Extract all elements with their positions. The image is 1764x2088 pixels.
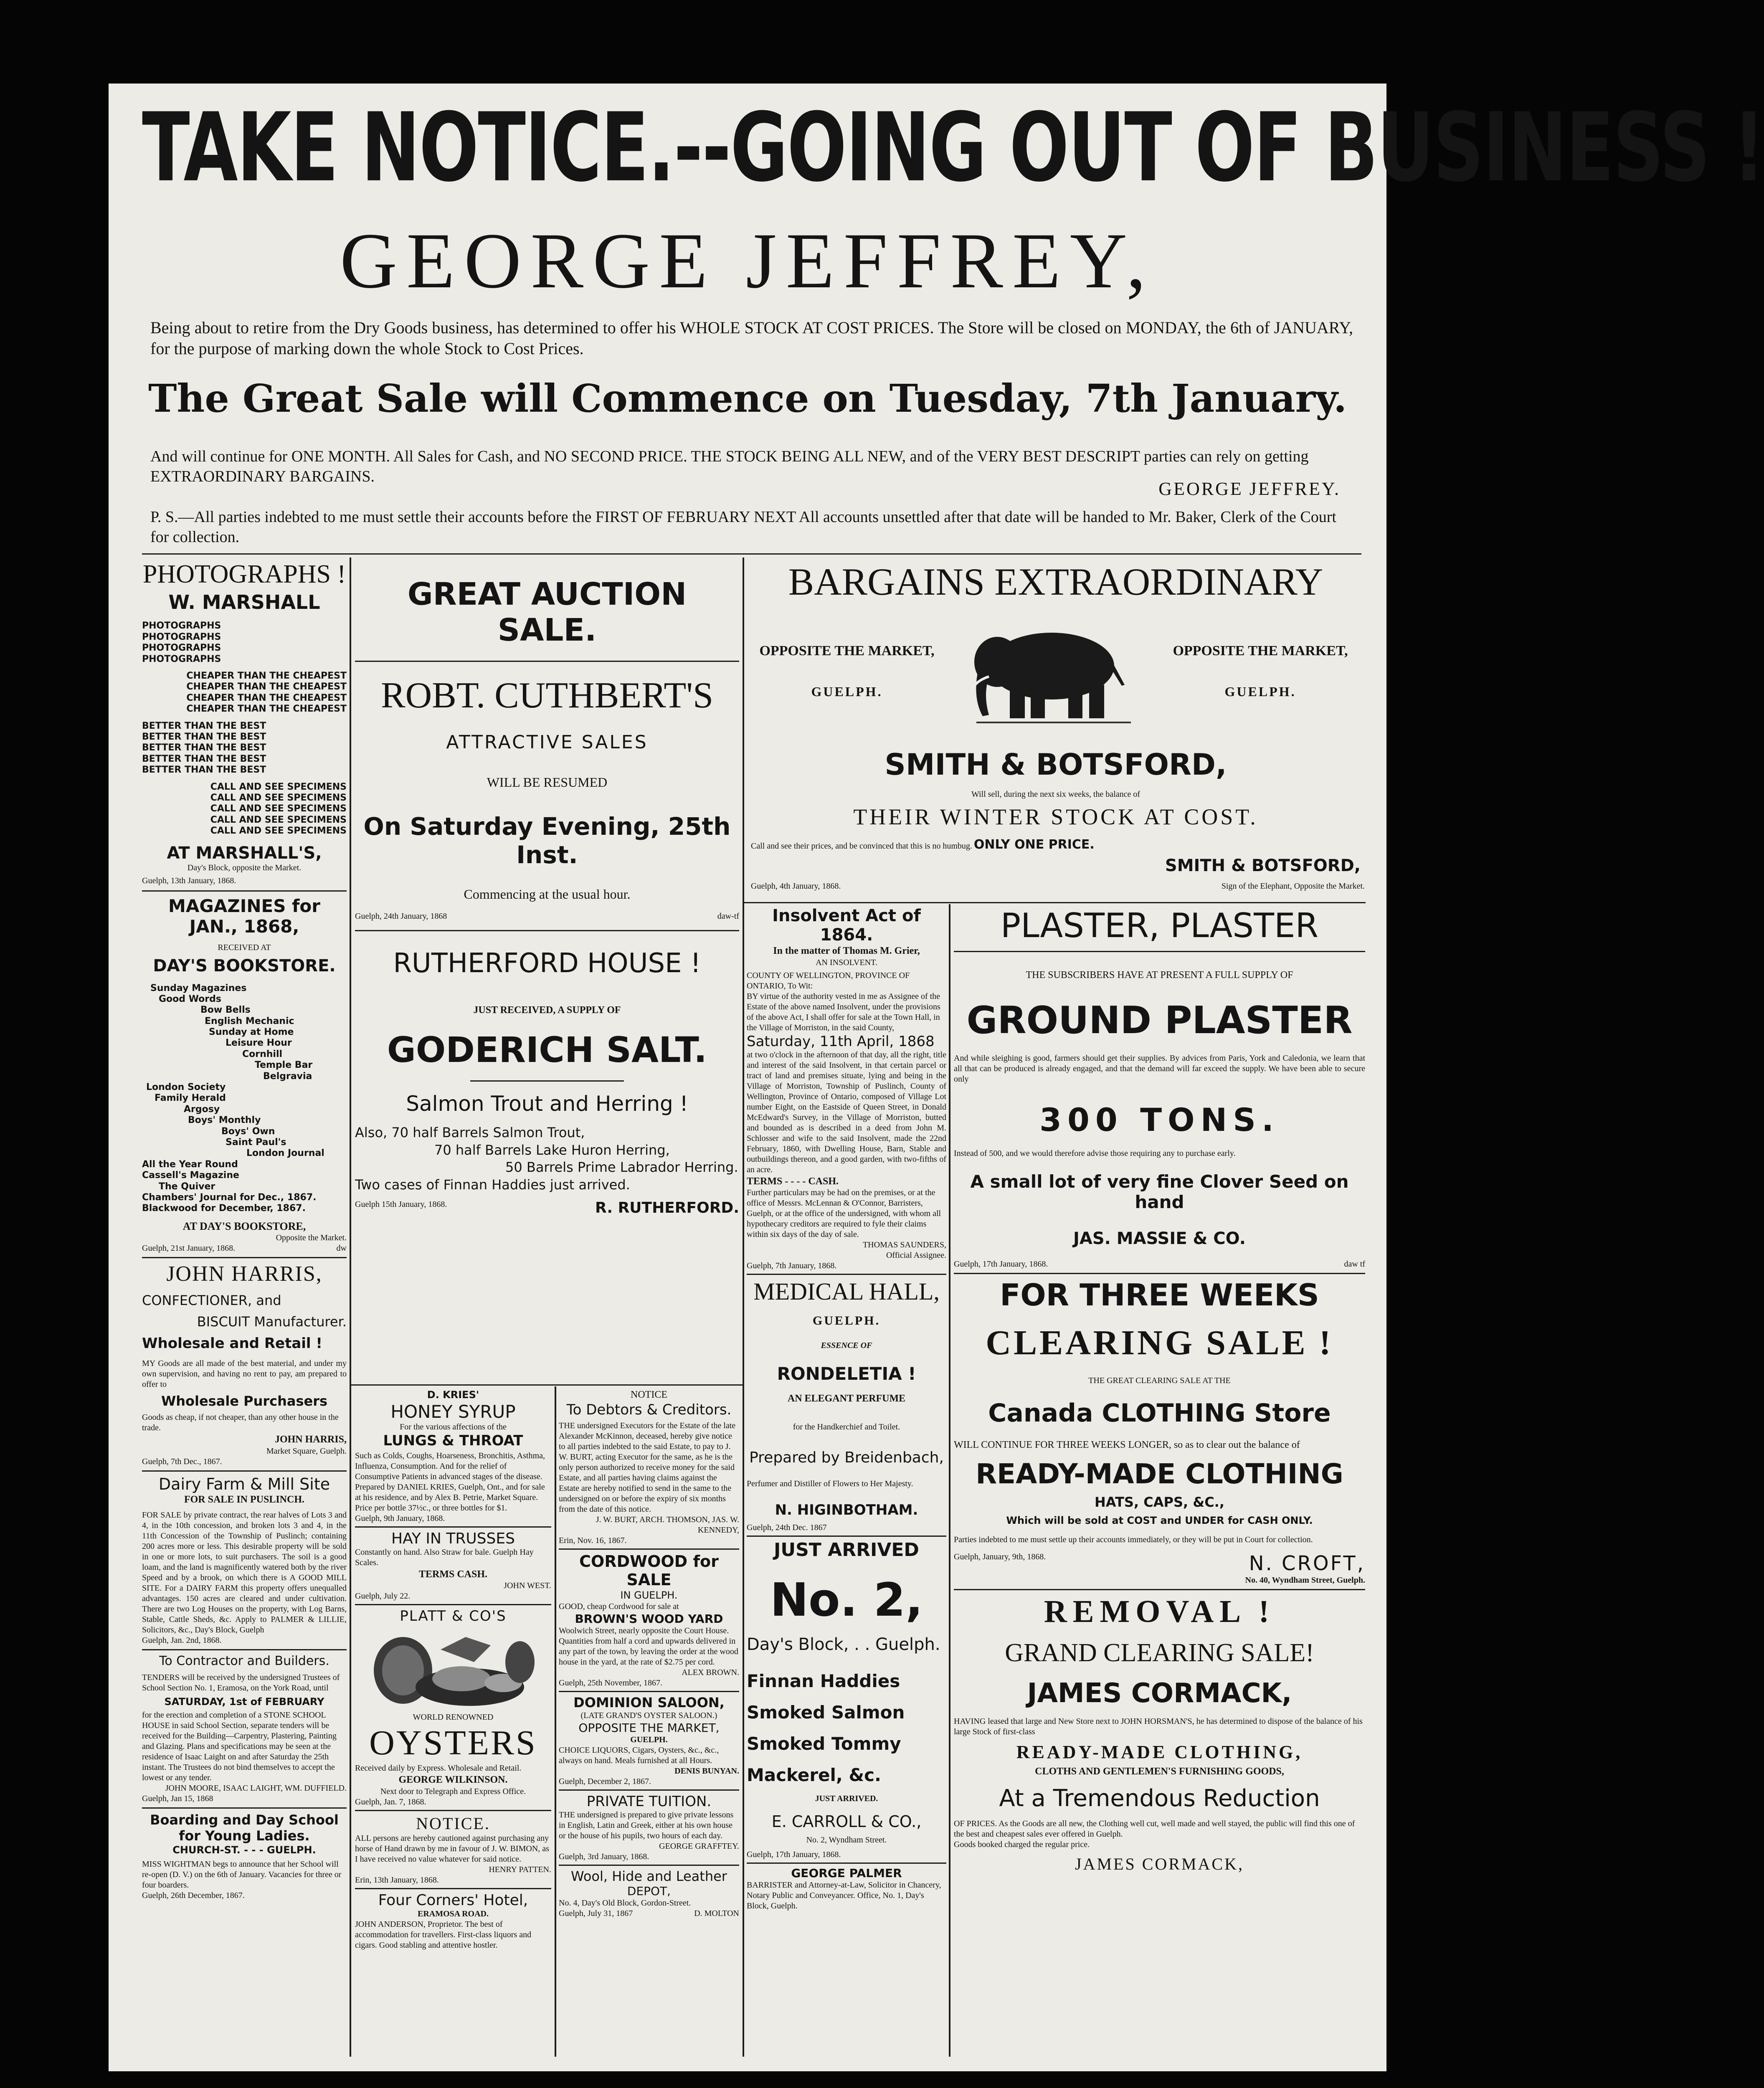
medical-date: Guelph, 24th Dec. 1867 <box>747 1523 827 1533</box>
continue-text: WILL CONTINUE FOR THREE WEEKS LONGER, so as to clear out the balance of <box>954 1439 1300 1450</box>
list-item: London Society <box>146 1082 226 1093</box>
hay-body: Constantly on hand. Also Straw for bale. Guelph Hay Scales. <box>355 1547 534 1567</box>
divider <box>954 1273 1365 1274</box>
three-weeks-title: FOR THREE WEEKS <box>1000 1277 1319 1313</box>
carroll-date: Guelph, 17th January, 1868. <box>747 1850 841 1860</box>
newspaper-page <box>109 84 1764 2071</box>
list-item: English Mechanic <box>205 1016 294 1026</box>
grand-clearing: GRAND CLEARING SALE! <box>1005 1639 1314 1667</box>
list-item: Smoked Tommy <box>747 1733 901 1754</box>
signature: R. RUTHERFORD. <box>595 1199 739 1217</box>
list-item: Chambers' Journal for Dec., 1867. <box>142 1192 317 1203</box>
header-signature: GEORGE JEFFREY. <box>1158 479 1341 499</box>
private-body: THE undersigned is prepared to give private lessons in English, Latin and Greek, either at his own house or the house of his pupils, two hours of each day. <box>559 1810 734 1841</box>
dominion-guelph: GUELPH. <box>630 1735 668 1745</box>
cordwood-body: GOOD, cheap Cordwood for sale at <box>559 1602 679 1612</box>
insolvent-role: Official Assignee. <box>886 1251 946 1260</box>
debtors-names: J. W. BURT, ARCH. THOMSON, JAS. W. KENNEDY, <box>596 1515 739 1535</box>
just-received: JUST RECEIVED, A SUPPLY OF <box>473 1005 621 1016</box>
contractor-names: JOHN MOORE, ISAAC LAIGHT, WM. DUFFIELD. <box>165 1784 347 1793</box>
continue-paragraph: And will continue for ONE MONTH. All Sales for Cash, and NO SECOND PRICE. THE STOCK BEING ALL NEW, and of the VERY BEST DESCRIPT parties can rely on getting EXTRAORDINARY BARGAINS. <box>150 448 1309 485</box>
rm-clothing: READY-MADE CLOTHING, <box>1016 1742 1303 1763</box>
salmon-footer <box>355 1199 739 1217</box>
notice-body: ALL persons are hereby cautioned against purchasing any horse of Hand drawn by me in favour of J. W. BIMON, as I have received no value whatever for said notice. <box>355 1834 549 1864</box>
massie-footer <box>954 1259 1365 1270</box>
notice-date: Erin, 13th January, 1868. <box>355 1875 439 1885</box>
dominion-date: Guelph, December 2, 1867. <box>559 1777 651 1786</box>
banner-headline: TAKE NOTICE.--GOING OUT OF BUSINESS ! <box>142 92 1764 203</box>
date-text: Guelph 15th January, 1868. <box>355 1200 447 1209</box>
browns-wood-yard: BROWN'S WOOD YARD <box>575 1612 723 1626</box>
will-be-resumed: WILL BE RESUMED <box>487 775 608 790</box>
contractor-saturday: SATURDAY, 1st of FEBRUARY <box>164 1696 324 1708</box>
divider <box>355 930 739 931</box>
code-text: daw-tf <box>717 912 739 921</box>
contractor-title: To Contractor and Builders. <box>159 1654 329 1669</box>
list-item: Temple Bar <box>255 1060 313 1071</box>
hay-title: HAY IN TRUSSES <box>391 1530 515 1547</box>
palmer-body: BARRISTER and Attorney-at-Law, Solicitor in Chancery, Notary Public and Conveyancer. Office, No. 1, Day's Block, Guelph. <box>747 1880 941 1911</box>
wool-depot: DEPOT, <box>627 1884 671 1898</box>
clover-seed: A small lot of very fine Clover Seed on hand <box>970 1171 1349 1212</box>
booked-note: Goods booked charged the regular price. <box>954 1840 1090 1849</box>
divider <box>747 1274 946 1275</box>
of-prices: OF PRICES. As the Goods are all new, the Clothing well cut, well made and well stayed, the public will find this one of the best and cheapest sales ever offered in Guelph. <box>954 1819 1355 1839</box>
insolvent-signature: THOMAS SAUNDERS, <box>862 1240 946 1250</box>
opposite-market: Opposite the Market. <box>276 1233 347 1242</box>
wool-address: No. 4, Day's Old Block, Gordon-Street. <box>559 1898 691 1908</box>
carroll-name: E. CARROLL & CO., <box>771 1812 922 1831</box>
column-2a <box>355 1389 551 2065</box>
perfume: AN ELEGANT PERFUME <box>787 1393 906 1404</box>
dominion-late: (LATE GRAND'S OYSTER SALOON.) <box>580 1711 717 1721</box>
insolvent-body-3: Further particulars may be had on the premises, or at the office of Messrs. McLennan & O'Connor, Barristers, Guelph, or at the office of the undersigned, with whom all hypothecary creditors are required to fyle their claims within six days of the day of sale. <box>747 1188 941 1239</box>
list-item: BETTER THAN THE BEST <box>142 753 266 764</box>
great-sale-headline: The Great Sale will Commence on Tuesday, 7th January. <box>148 376 1347 421</box>
list-item: Leisure Hour <box>226 1038 292 1049</box>
platt-title: PLATT & CO'S <box>400 1608 507 1625</box>
list-item: PHOTOGRAPHS <box>142 631 221 642</box>
call-line <box>751 837 1365 852</box>
smith-signature: SMITH & BOTSFORD, <box>1165 856 1361 875</box>
debtors-notice: NOTICE <box>631 1389 667 1400</box>
insolvent-date: Guelph, 7th January, 1868. <box>747 1261 837 1271</box>
list-item: Cassell's Magazine <box>142 1170 239 1181</box>
divider <box>954 1589 1365 1590</box>
date-text: Guelph, 17th January, 1868. <box>954 1259 1048 1269</box>
divider <box>559 1789 739 1791</box>
advertiser-name: GEORGE JEFFREY, <box>340 217 1156 305</box>
auction-title: GREAT AUCTION SALE. <box>407 576 687 648</box>
list-item: Belgravia <box>263 1071 312 1082</box>
column-rule-1 <box>350 557 351 2057</box>
four-corners-title: Four Corners' Hotel, <box>378 1892 528 1909</box>
perfumer: Perfumer and Distiller of Flowers to Her Majesty. <box>747 1479 913 1489</box>
bargains-divider <box>743 902 1366 903</box>
robt-cuthbert: ROBT. CUTHBERT'S <box>380 675 714 716</box>
column-rule-2b <box>555 1386 556 2057</box>
medical-hall-title: MEDICAL HALL, <box>753 1278 940 1305</box>
private-date: Guelph, 3rd January, 1868. <box>559 1852 649 1862</box>
list-item: CALL AND SEE SPECIMENS <box>210 781 347 792</box>
dairy-title: Dairy Farm & Mill Site <box>158 1475 330 1493</box>
call-text: Call and see their prices, and be convinced that this is no humbug. <box>751 841 972 851</box>
opposite-market-right: OPPOSITE THE MARKET, <box>1173 643 1348 659</box>
oysters-address: Next door to Telegraph and Express Office. <box>380 1787 526 1797</box>
smith-footer <box>751 881 1365 892</box>
code-text: dw <box>336 1243 347 1253</box>
column-1 <box>142 560 347 2063</box>
bargains-title: BARGAINS EXTRAORDINARY <box>788 560 1323 603</box>
oysters-signature: GEORGE WILKINSON. <box>398 1774 508 1786</box>
list-item: CALL AND SEE SPECIMENS <box>210 814 347 825</box>
divider <box>355 1526 551 1528</box>
cormack-name: JAMES CORMACK, <box>1027 1678 1292 1709</box>
fish-list <box>747 1671 946 1785</box>
list-item: PHOTOGRAPHS <box>142 654 221 664</box>
list-item: The Quiver <box>159 1181 215 1192</box>
croft-note: Parties indebted to me must settle up their accounts immediately, or they will be put in Court for collection. <box>954 1535 1313 1545</box>
days-block: Day's Block, opposite the Market. <box>187 863 302 872</box>
elephant-illustration <box>964 618 1139 731</box>
cheaper-list <box>142 671 347 715</box>
dairy-date: Guelph, Jan. 2nd, 1868. <box>142 1636 222 1645</box>
hay-signature: JOHN WEST. <box>504 1581 551 1591</box>
palmer-title: GEORGE PALMER <box>791 1866 902 1880</box>
world-renowned: WORLD RENOWNED <box>413 1713 494 1722</box>
insolvent-title: Insolvent Act of 1864. <box>772 906 921 945</box>
dairy-subtitle: FOR SALE IN PUSLINCH. <box>184 1494 305 1505</box>
divider <box>747 1536 946 1537</box>
harris-line-1: CONFECTIONER, and <box>142 1292 281 1308</box>
harris-line-3: Wholesale and Retail ! <box>142 1335 322 1352</box>
canada-clothing: Canada CLOTHING Store <box>988 1398 1331 1428</box>
received-at: RECEIVED AT <box>218 943 271 952</box>
honey-for: For the various affections of the <box>400 1422 507 1432</box>
insolvent-saturday: Saturday, 11th April, 1868 <box>747 1033 935 1050</box>
dominion-title: DOMINION SALOON, <box>573 1695 725 1711</box>
oysters-date: Guelph, Jan. 7, 1868. <box>355 1797 426 1807</box>
ground-plaster: GROUND PLASTER <box>966 998 1353 1042</box>
auction-date-line <box>355 911 739 922</box>
days-block: Day's Block, . . Guelph. <box>747 1635 940 1655</box>
header-divider <box>142 553 1361 555</box>
guelph-right: GUELPH. <box>1224 684 1296 699</box>
furnishing-goods: CLOTHS AND GENTLEMEN'S FURNISHING GOODS, <box>1035 1766 1284 1777</box>
harris-title: JOHN HARRIS, <box>166 1262 322 1286</box>
list-item: CHEAPER THAN THE CHEAPEST <box>186 671 347 682</box>
divider <box>355 1604 551 1605</box>
bargains-advertisement <box>747 560 1365 902</box>
terms-cash: TERMS CASH. <box>418 1569 488 1580</box>
list-item: CALL AND SEE SPECIMENS <box>210 826 347 836</box>
just-arrived-2: JUST ARRIVED. <box>815 1794 878 1804</box>
list-item: Family Herald <box>155 1093 226 1104</box>
list-item: Good Words <box>159 993 221 1004</box>
wool-title: Wool, Hide and Leather <box>571 1868 727 1885</box>
insolvent-county: COUNTY OF WELLINGTON, PROVINCE OF ONTARIO, To Wit: <box>747 971 910 991</box>
date-text: Guelph, January, 9th, 1868. <box>954 1552 1046 1562</box>
column-rule-2 <box>743 557 744 2057</box>
date-text: Guelph, July 31, 1867 <box>559 1909 633 1918</box>
rondeletia: RONDELETIA ! <box>777 1363 916 1384</box>
list-item: Blackwood for December, 1867. <box>142 1203 306 1214</box>
column-2b <box>559 1389 739 2065</box>
sold-at-cost: Which will be sold at COST and UNDER for CASH ONLY. <box>1006 1515 1313 1527</box>
honey-syrup: HONEY SYRUP <box>390 1401 516 1422</box>
clearing-sale-title: CLEARING SALE ! <box>986 1323 1333 1362</box>
photographs-title: PHOTOGRAPHS ! <box>142 560 346 588</box>
croft-name: N. CROFT, <box>1249 1552 1365 1576</box>
photographs-list <box>142 621 347 665</box>
just-arrived-title: JUST ARRIVED <box>774 1539 919 1561</box>
only-one-price: ONLY ONE PRICE. <box>973 837 1095 852</box>
left-location <box>747 643 947 699</box>
signature: D. MOLTON <box>694 1909 739 1918</box>
croft-address: No. 40, Wyndham Street, Guelph. <box>1245 1576 1365 1585</box>
list-item: CHEAPER THAN THE CHEAPEST <box>186 692 347 703</box>
salmon-line-4: Two cases of Finnan Haddies just arrived. <box>355 1176 630 1193</box>
divider <box>355 661 739 662</box>
honey-body: Such as Colds, Coughs, Hoarseness, Bronchitis, Asthma, Influenza, Consumption. And for the relief of Consumptive Patients in advanced stages of the disease. Prepared by DANIEL KRIES, Guelph, Ont., and for sale at his residence, and by Alex B. Petrie, Market Square. Price per bottle 37½c., or three bottles for $1. <box>355 1451 545 1513</box>
notice-title: NOTICE. <box>416 1814 490 1833</box>
divider <box>559 1548 739 1550</box>
boarding-body: MISS WIGHTMAN begs to announce that her School will re-open (D. V.) on the 6th of January. Vacancies for three or four boarders. <box>142 1860 342 1890</box>
removal-title: REMOVAL ! <box>1044 1594 1275 1629</box>
intro-paragraph: Being about to retire from the Dry Goods business, has determined to offer his WHOLE STOCK AT COST PRICES. The Store will be closed on MONDAY, the 6th of JANUARY, for the purpose of marking down the whole Stock to Cost Prices. <box>150 318 1353 358</box>
divider <box>142 1807 347 1809</box>
harris-body: MY Goods are all made of the best material, and under my own supervision, and having no rent to pay, am prepared to offer to <box>142 1358 347 1389</box>
list-item: Argosy <box>184 1104 220 1115</box>
sign-text: Sign of the Elephant, Opposite the Market. <box>1221 882 1365 891</box>
list-item: Sunday at Home <box>209 1027 294 1038</box>
salmon-line-1: Also, 70 half Barrels Salmon Trout, <box>355 1124 585 1140</box>
days-bookstore: DAY'S BOOKSTORE. <box>153 956 336 976</box>
divider <box>355 1888 551 1889</box>
cordwood-subtitle: IN GUELPH. <box>620 1589 678 1601</box>
list-item: CALL AND SEE SPECIMENS <box>210 792 347 803</box>
harris-date: Guelph, 7th Dec., 1867. <box>142 1457 222 1466</box>
will-sell: Will sell, during the next six weeks, the balance of <box>971 790 1141 799</box>
cormack-body: HAVING leased that large and New Store next to JOHN HORSMAN'S, he has determined to dispose of the balance of his large Stock of first-class <box>954 1717 1363 1737</box>
salmon-line-2: 70 half Barrels Lake Huron Herring, <box>434 1142 670 1158</box>
subscribers: THE SUBSCRIBERS HAVE AT PRESENT A FULL SUPPLY OF <box>1026 970 1293 981</box>
hay-date: Guelph, July 22. <box>355 1591 411 1601</box>
harris-line-2: BISCUIT Manufacturer. <box>197 1314 347 1330</box>
list-item: Mackerel, &c. <box>747 1765 881 1786</box>
contractor-body-2: for the erection and completion of a STONE SCHOOL HOUSE in said School Section, separate tenders will be received for the Building—Carpentry, Plastering, Painting and Glazing. Plans and specifications may be seen at the residence of Isaac Laight on and after Saturday the 25th instant. The Trustees do not bind themselves to accept the lowest or any tender. <box>142 1710 337 1783</box>
essence-of: ESSENCE OF <box>821 1341 872 1351</box>
divider <box>355 1810 551 1811</box>
divider <box>142 1649 347 1650</box>
cordwood-body-2: Woolwich Street, nearly opposite the Court House. Quantities from half a cord and upwards delivered in any part of the town, by leaving the order at the wood house in the yard, at the rate of $2.75 per cord. <box>559 1626 738 1667</box>
insolvent-body-2: at two o'clock in the afternoon of that day, all the right, title and interest of the said Insolvent, in that certain parcel or tract of land and premises situate, lying and being in the Village of Morriston, Township of Puslinch, County of Wellington, Province of Ontario, composed of Village Lot number Eight, on the Eastside of Queen Street, in Donald McEdward's Survey, in the Village of Morriston, butted and bounded as is described in a deed from John M. Schlosser and wife to the said Insolvent, made the 22nd February, 1860, with Dwelling House, Barn, Stable and outbuildings thereon, and a good garden, with two-fifths of an acre. <box>747 1050 946 1174</box>
instead-of: Instead of 500, and we would therefore advise those requiring any to purchase early. <box>954 1148 1236 1158</box>
harris-body-2: Goods as cheap, if not cheaper, than any other house in the trade. <box>142 1412 339 1432</box>
honey-date: Guelph, 9th January, 1868. <box>355 1513 445 1523</box>
boarding-date: Guelph, 26th December, 1867. <box>142 1891 245 1900</box>
list-item: Finnan Haddies <box>747 1671 900 1692</box>
list-item: PHOTOGRAPHS <box>142 621 221 631</box>
list-item: Saint Paul's <box>226 1137 286 1148</box>
private-title: PRIVATE TUITION. <box>586 1793 712 1810</box>
divider <box>747 1862 946 1864</box>
cordwood-date: Guelph, 25th November, 1867. <box>559 1678 663 1688</box>
wyndham-street: No. 2, Wyndham Street. <box>806 1835 887 1845</box>
divider <box>954 951 1365 952</box>
oysters-title: OYSTERS <box>369 1723 537 1763</box>
number-two: No. 2, <box>770 1573 923 1627</box>
insolvent-matter: In the matter of Thomas M. Grier, <box>773 945 920 956</box>
list-item: Boys' Own <box>221 1126 275 1137</box>
column-2-divider <box>351 1384 743 1386</box>
magazines-title: MAGAZINES for JAN., 1868, <box>168 895 320 937</box>
dominion-body: CHOICE LIQUORS, Cigars, Oysters, &c., &c., always on hand. Meals furnished at all Hours. <box>559 1746 719 1766</box>
divider <box>142 1470 347 1472</box>
date-text: Guelph, 4th January, 1868. <box>751 882 841 891</box>
handkerchief: for the Handkerchief and Toilet. <box>793 1422 900 1432</box>
postscript-paragraph: P. S.—All parties indebted to me must settle their accounts before the FIRST OF FEBRUARY NEXT All accounts unsettled after that date will be handed to Mr. Baker, Clerk of the Court for collection. <box>150 508 1336 546</box>
george-jeffrey-advertisement <box>109 84 1764 551</box>
boarding-subtitle: CHURCH-ST. - - - GUELPH. <box>172 1844 316 1856</box>
dominion-signature: DENIS BUNYAN. <box>674 1766 739 1776</box>
attractive-sales: ATTRACTIVE SALES <box>446 732 648 753</box>
higinbotham: N. HIGINBOTHAM. <box>775 1502 918 1519</box>
winter-stock: THEIR WINTER STOCK AT COST. <box>853 804 1258 829</box>
divider <box>142 1257 347 1258</box>
dominion-opposite: OPPOSITE THE MARKET, <box>578 1721 720 1735</box>
list-item: Cornhill <box>242 1049 283 1059</box>
at-marshalls: AT MARSHALL'S, <box>167 843 322 863</box>
column-2-upper <box>355 560 739 1378</box>
plaster-body: And while sleighing is good, farmers should get their supplies. By advices from Paris, York and Caledonia, we learn that all that can be produced is already engaged, and that the demand will far exceed the supply. We have been able to secure only <box>954 1053 1365 1084</box>
debtors-body: THE undersigned Executors for the Estate of the late Alexander McKinnon, deceased, hereby give notice to all parties indebted to the said Estate, to pay to J. W. BURT, acting Executor for the same, as he is the only person authorized to receive money for the said Estate, and all parties having claims against the Estate are hereby notified to send in the same to the undersigned on or before the expiry of six months from the date of this notice. <box>559 1421 736 1514</box>
list-item: Sunday Magazines <box>150 983 247 993</box>
oysters-body: Received daily by Express. Wholesale and Retail. <box>355 1764 522 1773</box>
goderich-salt: GODERICH SALT. <box>387 1029 707 1070</box>
harris-signature: JOHN HARRIS, <box>274 1434 347 1445</box>
saturday-evening: On Saturday Evening, 25th Inst. <box>363 812 731 869</box>
cordwood-signature: ALEX BROWN. <box>682 1668 739 1677</box>
list-item: Boys' Monthly <box>188 1115 261 1126</box>
list-item: CHEAPER THAN THE CHEAPEST <box>186 704 347 715</box>
list-item: PHOTOGRAPHS <box>142 643 221 654</box>
insolvent-an: AN INSOLVENT. <box>816 958 877 967</box>
divider <box>559 1865 739 1866</box>
list-item: Bow Bells <box>200 1005 251 1016</box>
column-rule-3 <box>949 904 950 2057</box>
dairy-body: FOR SALE by private contract, the rear halves of Lots 3 and 4, in the 10th concession, and broken lots 3 and 4, in the 11th Concession of the Township of Puslinch; containing 200 acres more or less. This desirable property will be sold in one or more lots, to suit purchasers. The soil is a good loam, and the land is magnificently watered both by the river Speed and by a brook, on which there is A GOOD MILL SITE. For a DAIRY FARM this property offers unequalled advantages. 150 acres are cleared and under cultivation. There are two Log Houses on the property, with Log Barns, Stable, Cattle Sheds, &c. Apply to PALMER & LILLIE, Solicitors, &c., Day's Block, Guelph <box>142 1510 347 1635</box>
massie-name: JAS. MASSIE & CO. <box>1073 1229 1246 1248</box>
wool-footer <box>559 1908 739 1919</box>
salmon-line-3: 50 Barrels Prime Labrador Herring. <box>505 1159 738 1176</box>
column-3 <box>747 906 946 2063</box>
croft-footer <box>954 1552 1365 1576</box>
hats-caps: HATS, CAPS, &C., <box>1095 1494 1224 1510</box>
list-item: BETTER THAN THE BEST <box>142 720 266 731</box>
list-item: BETTER THAN THE BEST <box>142 732 266 742</box>
magazine-date <box>142 1243 347 1254</box>
list-item: BETTER THAN THE BEST <box>142 765 266 775</box>
harris-address: Market Square, Guelph. <box>266 1446 347 1456</box>
divider <box>559 1691 739 1692</box>
contractor-date: Guelph, Jan 15, 1868 <box>142 1794 213 1804</box>
list-item: CALL AND SEE SPECIMENS <box>210 803 347 814</box>
debtors-date: Erin, Nov. 16, 1867. <box>559 1536 627 1545</box>
great-clearing: THE GREAT CLEARING SALE AT THE <box>1088 1376 1231 1385</box>
four-corners-body: JOHN ANDERSON, Proprietor. The best of accommodation for travellers. First-class liquors and cigars. Good stabling and attentive hostler. <box>355 1920 532 1950</box>
divider <box>142 890 347 892</box>
lungs-throat: LUNGS & THROAT <box>383 1432 523 1449</box>
prepared-by: Prepared by Breidenbach, <box>749 1449 944 1467</box>
cordwood-title: CORDWOOD for SALE <box>579 1552 719 1589</box>
plaster-title: PLASTER, PLASTER <box>1000 906 1319 945</box>
salmon-title: Salmon Trout and Herring ! <box>406 1091 688 1116</box>
photo-date: Guelph, 13th January, 1868. <box>142 876 236 885</box>
debtors-title: To Debtors & Creditors. <box>566 1401 732 1418</box>
list-item: BETTER THAN THE BEST <box>142 742 266 753</box>
ready-made-clothing: READY-MADE CLOTHING <box>976 1458 1343 1490</box>
three-hundred-tons: 300 TONS. <box>1039 1101 1280 1138</box>
call-list <box>142 782 347 837</box>
insolvent-terms: TERMS - - - - CASH. <box>747 1176 839 1187</box>
eramosa-road: ERAMOSA ROAD. <box>417 1909 489 1919</box>
list-item: Smoked Salmon <box>747 1702 905 1723</box>
oyster-barrel-illustration <box>365 1624 541 1712</box>
tremendous-reduction: At a Tremendous Reduction <box>999 1784 1320 1812</box>
opposite-market-left: OPPOSITE THE MARKET, <box>759 643 935 659</box>
date-text: Guelph, 24th January, 1868 <box>355 912 447 921</box>
insolvent-body: BY virtue of the authority vested in me as Assignee of the Estate of the above named Insolvent, under the provisions of the above Act, I shall offer for sale at the Town Hall, in the Village of Morriston, in the said County, <box>747 991 940 1032</box>
guelph-left: GUELPH. <box>811 684 883 699</box>
right-location <box>1156 643 1365 699</box>
boarding-title: Boarding and Day School for Young Ladies. <box>150 1812 339 1844</box>
code-text: daw tf <box>1344 1259 1365 1269</box>
list-item: London Journal <box>246 1148 324 1159</box>
smith-botsford-title: SMITH & BOTSFORD, <box>885 748 1227 782</box>
divider <box>470 1080 624 1082</box>
rutherford-title: RUTHERFORD HOUSE ! <box>393 948 701 979</box>
better-list <box>142 721 347 776</box>
column-4 <box>954 906 1365 2063</box>
marshall-name: W. MARSHALL <box>168 591 320 614</box>
date-text: Guelph, 21st January, 1868. <box>142 1243 236 1253</box>
commencing: Commencing at the usual hour. <box>464 886 631 902</box>
private-signature: GEORGE GRAFFTEY. <box>659 1842 739 1851</box>
cormack-signature: JAMES CORMACK, <box>1075 1854 1244 1873</box>
list-item: CHEAPER THAN THE CHEAPEST <box>186 682 347 692</box>
kries-name: D. KRIES' <box>427 1389 479 1401</box>
medical-guelph: GUELPH. <box>812 1314 881 1328</box>
list-item: All the Year Round <box>142 1159 238 1170</box>
notice-signature: HENRY PATTEN. <box>489 1865 551 1875</box>
at-days-bookstore: AT DAY'S BOOKSTORE, <box>182 1220 306 1232</box>
harris-wholesale: Wholesale Purchasers <box>161 1393 328 1409</box>
contractor-body: TENDERS will be received by the undersigned Trustees of School Section No. 1, Eramosa, on the York Road, until <box>142 1673 340 1693</box>
magazine-list <box>142 983 347 1214</box>
